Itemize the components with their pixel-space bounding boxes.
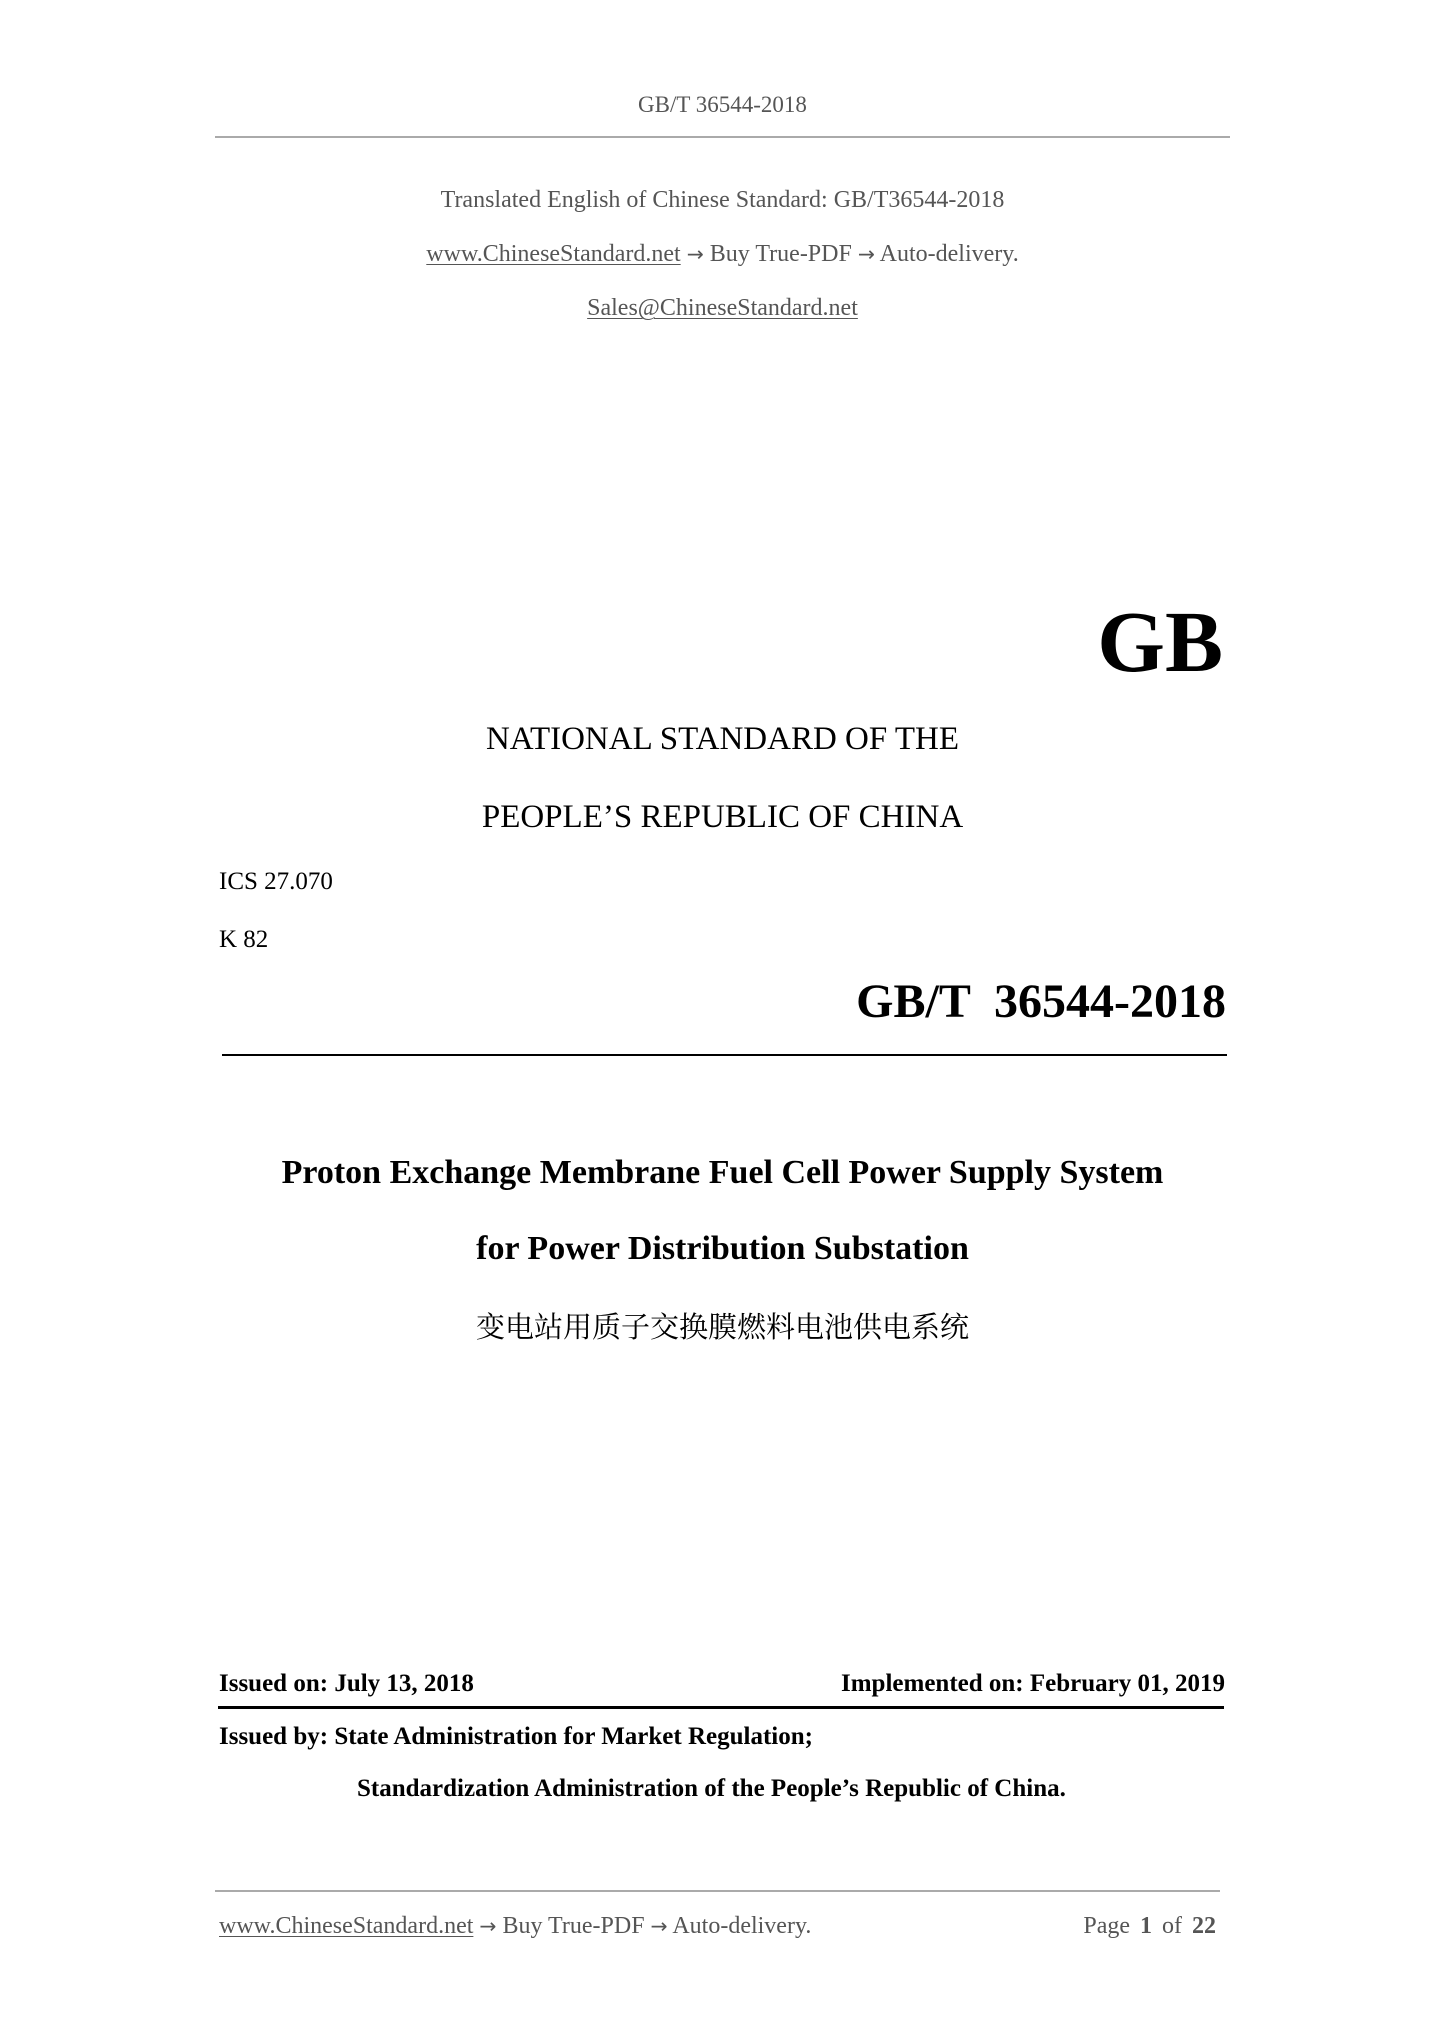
- footer-auto-delivery-label: Auto-delivery.: [672, 1913, 812, 1939]
- national-standard-line2: PEOPLE’S REPUBLIC OF CHINA: [481, 799, 964, 835]
- footer-website-link[interactable]: www.ChineseStandard.net: [219, 1913, 474, 1939]
- gb-logo-mark: GB: [1097, 593, 1223, 690]
- title-line1: Proton Exchange Membrane Fuel Cell Power Supply System: [281, 1154, 1164, 1191]
- issued-on-date: Issued on: July 13, 2018: [219, 1670, 474, 1697]
- standard-code: GB/T 36544-2018: [856, 975, 1226, 1028]
- footer-links: [219, 1913, 811, 1940]
- email-line: [0, 295, 1445, 322]
- header-divider: [215, 136, 1230, 138]
- page-of-label: of: [1162, 1913, 1182, 1939]
- sales-email-link[interactable]: Sales@ChineseStandard.net: [587, 295, 858, 321]
- page-total: 22: [1192, 1913, 1216, 1939]
- arrow-right-icon: →: [857, 242, 875, 266]
- auto-delivery-label: Auto-delivery.: [879, 241, 1019, 267]
- title-line2: for Power Distribution Substation: [476, 1230, 969, 1267]
- implemented-on-date: Implemented on: February 01, 2019: [841, 1670, 1225, 1697]
- running-header: [0, 92, 1445, 118]
- classification-code: K 82: [219, 926, 269, 953]
- page-label: Page: [1083, 1913, 1130, 1939]
- page-indicator: [1083, 1913, 1216, 1940]
- issued-by-line2: Standardization Administration of the People’s Republic of China.: [357, 1775, 1066, 1802]
- national-standard-line1: NATIONAL STANDARD OF THE: [485, 721, 960, 757]
- standard-code-divider: [222, 1054, 1227, 1056]
- arrow-right-icon: →: [479, 1914, 497, 1938]
- arrow-right-icon: →: [650, 1914, 668, 1938]
- buy-true-pdf-label: Buy True-PDF: [709, 241, 852, 267]
- header-standard-number: GB/T 36544-2018: [638, 92, 807, 117]
- page-current: 1: [1140, 1913, 1152, 1939]
- issued-by-line1: Issued by: State Administration for Market Regulation;: [219, 1723, 813, 1750]
- title-chinese: 变电站用质子交换膜燃料电池供电系统: [475, 1310, 969, 1344]
- ics-code: ICS 27.070: [219, 868, 333, 895]
- dates-divider: [218, 1706, 1224, 1709]
- promo-links-line: [0, 241, 1445, 268]
- arrow-right-icon: →: [686, 242, 704, 266]
- footer-divider: [215, 1890, 1220, 1892]
- translated-notice: Translated English of Chinese Standard: GB/T36544-2018: [440, 187, 1005, 213]
- footer-buy-true-pdf-label: Buy True-PDF: [502, 1913, 645, 1939]
- website-link[interactable]: www.ChineseStandard.net: [426, 241, 681, 267]
